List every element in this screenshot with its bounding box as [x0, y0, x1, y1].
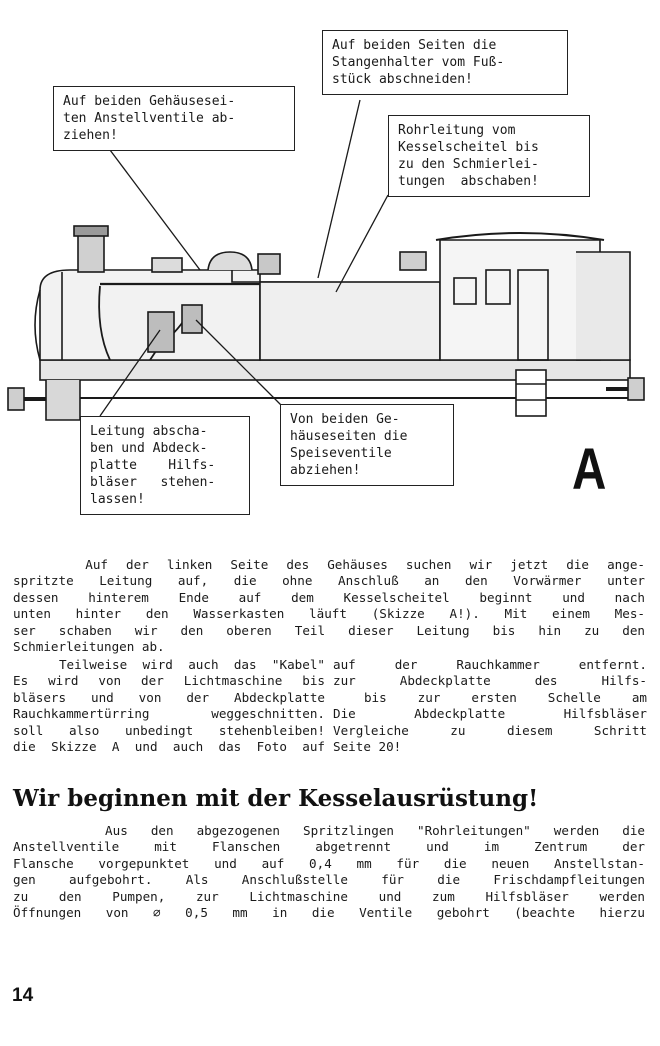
- water-tank: [260, 282, 440, 360]
- callout-line: ben und Abdeck-: [90, 441, 208, 456]
- callout-line: bläser stehen-: [90, 475, 216, 490]
- paragraph-1: [13, 557, 645, 655]
- callout-line: ziehen!: [63, 128, 118, 143]
- callout-line: Von beiden Ge-: [290, 412, 400, 427]
- text-line: Rauchkammertürring weggeschnitten.: [13, 706, 325, 722]
- callout-speiseventile: [280, 404, 454, 486]
- text-line: Öffnungen von ∅ 0,5 mm in die Ventile gebohrt (beachte hierzu: [13, 905, 645, 921]
- callout-line: Kesselscheitel bis: [398, 140, 539, 155]
- text-line: Vergleiche zu diesem Schritt: [333, 722, 647, 738]
- text-line: auf der Rauchkammer entfernt.: [333, 657, 647, 672]
- figure-letter: A: [572, 437, 607, 502]
- callout-stangenhalter: [322, 30, 568, 95]
- callout-line: Stangenhalter vom Fuß-: [332, 55, 505, 70]
- callout-anstellventile: [53, 86, 295, 151]
- text-line: Es wird von der Lichtmaschine bis: [13, 673, 325, 689]
- callout-line: Leitung abscha-: [90, 424, 208, 439]
- text-line: Anstellventile mit Flanschen abgetrennt und im Zentrum der: [13, 839, 645, 855]
- left-column: [13, 657, 325, 755]
- callout-line: lassen!: [90, 492, 145, 507]
- callout-line: tungen abschaben!: [398, 174, 539, 189]
- text-line: spritzte Leitung auf, die ohne Anschluß an den Vorwärmer unter: [13, 573, 645, 589]
- text-line: Auf der linken Seite des Gehäuses suchen wir jetzt die ange-: [13, 557, 645, 572]
- section-heading: Wir beginnen mit der Kesselausrüstung!: [13, 785, 539, 812]
- callout-line: Auf beiden Gehäusesei-: [63, 94, 236, 109]
- text-line: Die Abdeckplatte Hilfsbläser: [333, 706, 647, 722]
- text-line: ser schaben wir den oberen Teil dieser Leitung bis hin zu den: [13, 622, 645, 638]
- text-line: gen aufgebohrt. Als Anschlußstelle für die Frischdampfleitungen: [13, 872, 645, 888]
- text-line: Flansche vorgepunktet und auf 0,4 mm für die neuen Anstellstan-: [13, 855, 645, 871]
- text-line: Seite 20!: [333, 739, 402, 755]
- callout-line: ten Anstellventile ab-: [63, 111, 236, 126]
- chimney: [78, 232, 104, 272]
- callout-line: zu den Schmierlei-: [398, 157, 539, 172]
- text-line: die Skizze A und auch das Foto auf: [13, 739, 325, 755]
- right-column: [333, 657, 647, 755]
- callout-line: stück abschneiden!: [332, 72, 473, 87]
- text-line: zu den Pumpen, zur Lichtmaschine und zum Hilfsbläser werden: [13, 888, 645, 904]
- callout-line: platte Hilfs-: [90, 458, 216, 473]
- text-line: Teilweise wird auch das "Kabel": [13, 657, 325, 672]
- text-line: bläsers und von der Abdeckplatte: [13, 689, 325, 705]
- callout-rohrleitung: [388, 115, 590, 197]
- callout-leitung-abschaben: [80, 416, 250, 515]
- paragraph-2: [13, 823, 645, 921]
- front-buffer: [8, 388, 24, 410]
- air-pump: [148, 312, 174, 352]
- text-line: unten hinter den Wasserkasten läuft (Skizze A!). Mit einem Mes-: [13, 606, 645, 622]
- callout-line: abziehen!: [290, 463, 361, 478]
- dome: [152, 258, 182, 272]
- callout-line: Auf beiden Seiten die: [332, 38, 497, 53]
- rear-buffer: [628, 378, 644, 400]
- text-line: zur Abdeckplatte des Hilfs-: [333, 673, 647, 689]
- callout-line: Rohrleitung vom: [398, 123, 516, 138]
- page-number: 14: [12, 985, 34, 1006]
- callout-line: Speiseventile: [290, 446, 392, 461]
- text-line: Schmierleitungen ab.: [13, 639, 165, 655]
- text-line: bis zur ersten Schelle am: [333, 689, 647, 705]
- text-line: Aus den abgezogenen Spritzlingen "Rohrleitungen" werden die: [13, 823, 645, 838]
- callout-line: häuseseiten die: [290, 429, 408, 444]
- text-line: soll also unbedingt stehenbleiben!: [13, 722, 325, 738]
- two-column-block: [13, 657, 647, 757]
- text-line: dessen hinterem Ende auf dem Kesselscheitel beginnt und nach: [13, 589, 645, 605]
